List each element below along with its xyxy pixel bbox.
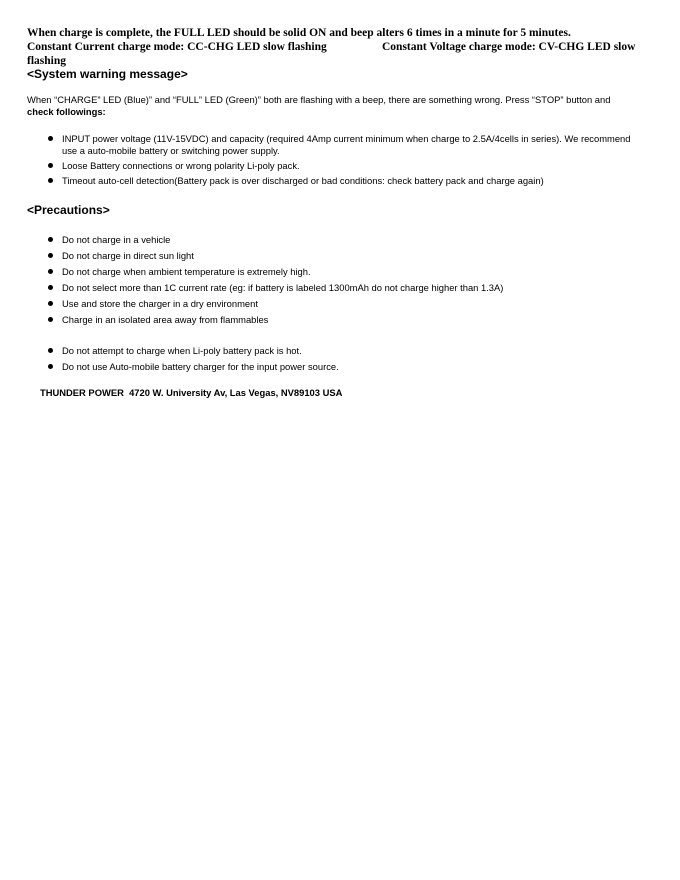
cv-mode-note-wrap: flashing	[27, 55, 66, 67]
list-item	[48, 298, 648, 310]
list-item-text: Do not charge when ambient temperature is extremely high.	[62, 266, 311, 277]
bullet-icon	[48, 317, 53, 322]
bullet-icon	[48, 269, 53, 274]
bullet-icon	[48, 301, 53, 306]
list-item	[48, 345, 648, 357]
list-item	[48, 160, 648, 172]
system-warning-intro	[27, 94, 657, 118]
system-warning-intro-bold: check followings:	[27, 106, 106, 117]
bullet-icon	[48, 237, 53, 242]
list-item-text: Timeout auto-cell detection(Battery pack is over discharged or bad conditions: check battery pack and charge again)	[62, 175, 544, 186]
charge-mode-line	[27, 40, 647, 54]
list-item-text: Loose Battery connections or wrong polarity Li-poly pack.	[62, 160, 300, 171]
list-item	[48, 250, 648, 262]
company-address: THUNDER POWER 4720 W. University Av, Las Vegas, NV89103 USA	[40, 387, 343, 398]
full-led-note: When charge is complete, the FULL LED should be solid ON and beep alters 6 times in a minute for 5 minutes.	[27, 27, 571, 39]
list-item-text: Use and store the charger in a dry environment	[62, 298, 258, 309]
precautions-heading: <Precautions>	[27, 203, 110, 217]
bullet-icon	[48, 178, 53, 183]
system-warning-intro-text: When “CHARGE” LED (Blue)” and “FULL” LED (Green)” both are flashing with a beep, there are something wrong. Press “STOP” button and	[27, 94, 611, 105]
precautions-list-2	[48, 345, 648, 377]
list-item-text: INPUT power voltage (11V-15VDC) and capacity (required 4Amp current minimum when charge to 2.5A/4cells in series). We recommend use a auto-mobile battery or switching power supply.	[62, 133, 631, 156]
list-item	[48, 133, 648, 157]
cc-mode-note: Constant Current charge mode: CC-CHG LED slow flashing	[27, 41, 327, 53]
bullet-icon	[48, 163, 53, 168]
bullet-icon	[48, 253, 53, 258]
list-item	[48, 314, 648, 326]
list-item	[48, 175, 648, 187]
system-warning-list	[48, 133, 648, 190]
precautions-list	[48, 234, 648, 330]
list-item-text: Do not charge in a vehicle	[62, 234, 171, 245]
list-item-text: Do not charge in direct sun light	[62, 250, 194, 261]
bullet-icon	[48, 348, 53, 353]
list-item-text: Do not attempt to charge when Li-poly battery pack is hot.	[62, 345, 302, 356]
bullet-icon	[48, 364, 53, 369]
list-item	[48, 234, 648, 246]
cv-mode-note: Constant Voltage charge mode: CV-CHG LED slow	[382, 41, 636, 53]
list-item-text: Charge in an isolated area away from flammables	[62, 314, 269, 325]
list-item-text: Do not use Auto-mobile battery charger for the input power source.	[62, 361, 339, 372]
list-item	[48, 282, 648, 294]
bullet-icon	[48, 136, 53, 141]
list-item	[48, 361, 648, 373]
system-warning-heading: <System warning message>	[27, 67, 188, 81]
bullet-icon	[48, 285, 53, 290]
list-item	[48, 266, 648, 278]
list-item-text: Do not select more than 1C current rate (eg: if battery is labeled 1300mAh do not charge higher than 1.3A)	[62, 282, 504, 293]
